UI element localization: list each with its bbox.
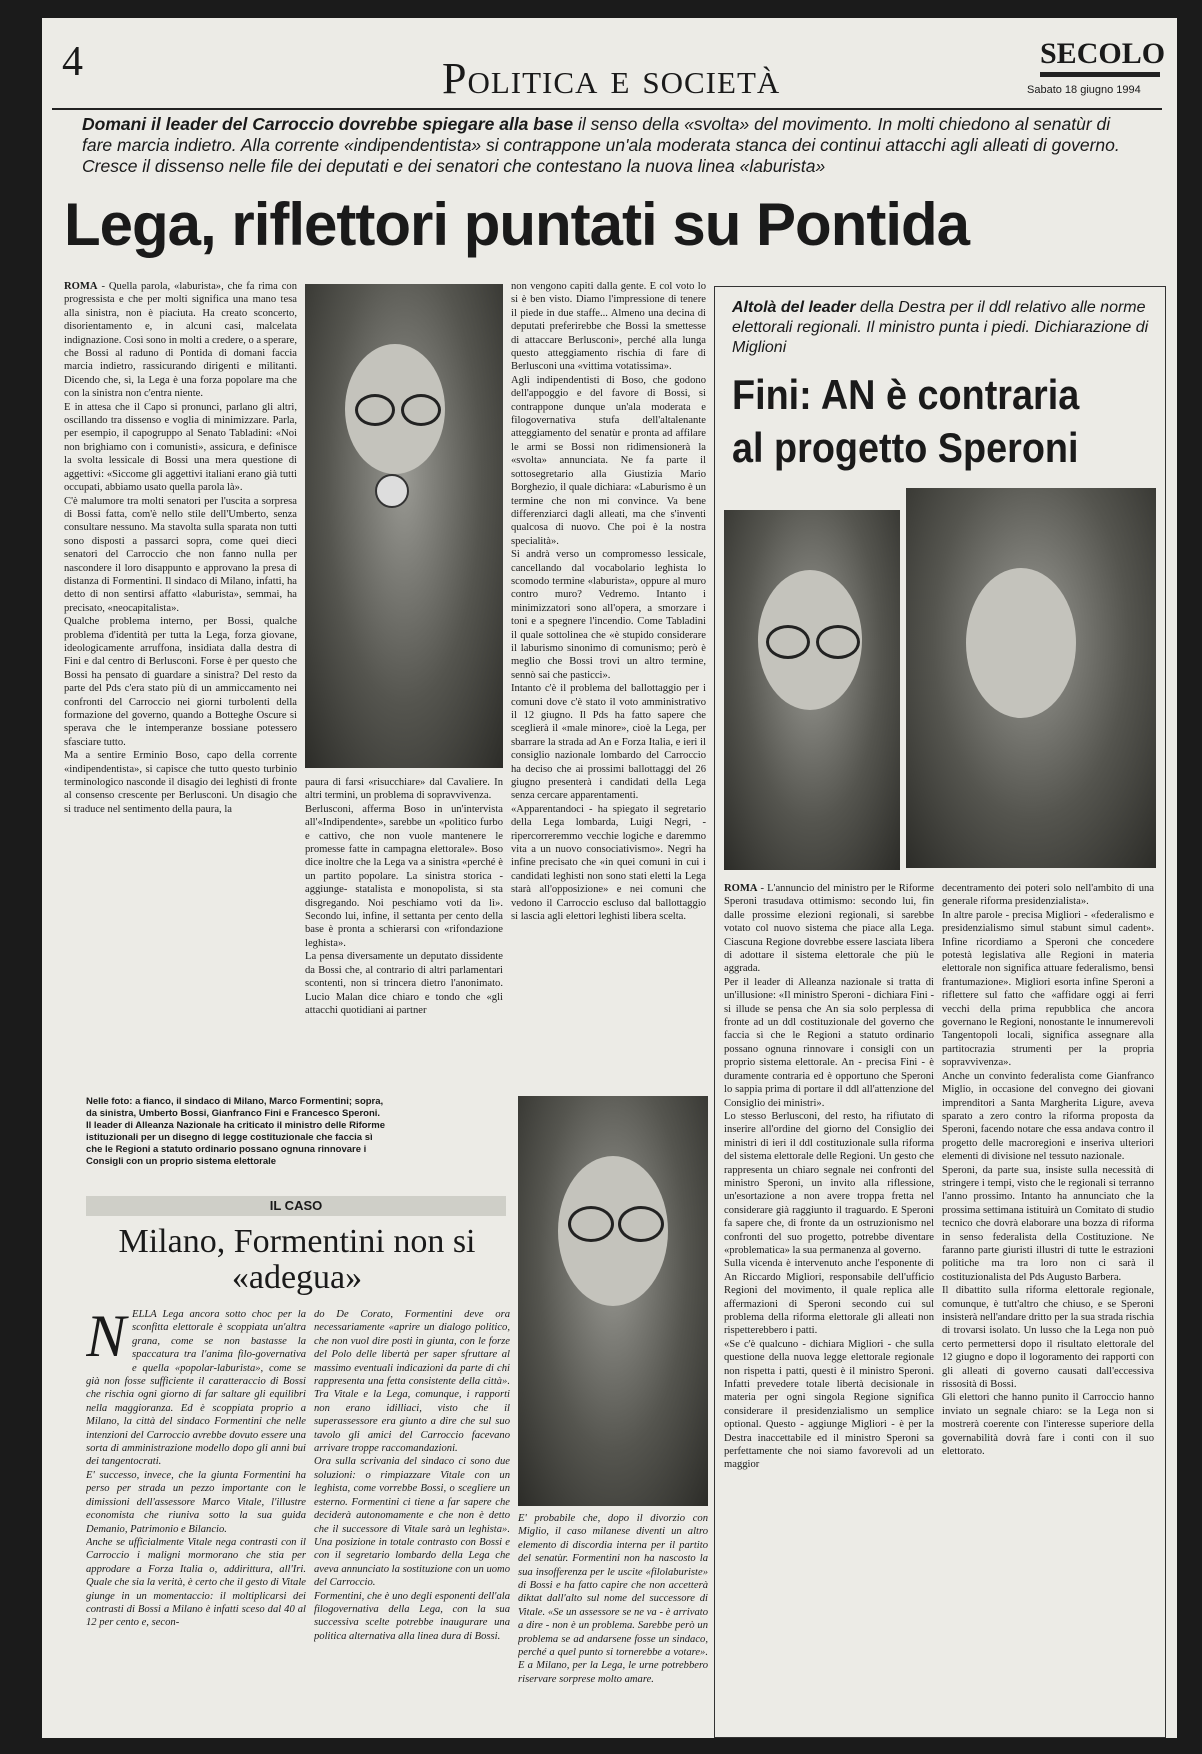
lead-headline: Lega, riflettori puntati su Pontida <box>64 191 970 258</box>
lead-kicker-bold: Domani il leader del Carroccio dovrebbe spiegare alla base <box>82 114 574 134</box>
photo-formentini <box>518 1096 708 1506</box>
fini-column-2: decentramento dei poteri solo nell'ambito di una generale riforma presidenzialista». In altre parole - precisa Migliori - «federalismo e presidenzialismo simul stabunt simul cadent». Infine ricordiamo a Speroni che concedere potestà legislativa alle Regioni in materia elettorale non significa attuare federalismo, bensì frantumazione». Migliori esorta infine Speroni a riflettere sul fatto che «affidare oggi ai ferri vecchi della prima repubblica che ancora governano le Regioni, nonostante le innumerevoli Tangentopoli locali, significa assegnare alla partitocrazia strumenti per la propria sopravvivenza». Anche un convinto federalista come Gianfranco Miglio, in occasione del convegno dei giovani imprenditori a Santa Margherita Ligure, aveva sparato a zero contro la riforma proposta da Speroni, facendo notare che essa andava contro il progetto delle macroregioni e inseriva ulteriori elementi di divisione nel tessuto nazionale. Speroni, da parte sua, insiste sulla necessità di stringere i tempi, visto che le regionali si terranno l'anno prossimo. Intanto ha annunciato che la prossima settimana istituirà un Comitato di studio tecnico che dovrà elaborare una bozza di riforma in senso federalista della Costituzione. Ne faranno parte giuristi illustri di tutte le estrazioni politiche ma tra loro non ci sarà il costituzionalista del Pds Augusto Barbera. Il dibattito sulla riforma elettorale regionale, comunque, è tutt'altro che chiuso, e se Speroni insisterà nell'andare dritto per la sua strada rischia di trovarsi isolato. Un lusso che la Lega non può certo permettersi dopo il risultato elettorale del 12 giugno e dopo il logoramento dei rapporti con gli alleati di governo causati dall'eccessiva rissosità di Bossi. Gli elettori che hanno punito il Carroccio hanno inviato un segnale chiaro: se la Lega non si mostrerà coerente con l'interesse superiore della governabilità dovrà fare i conti con il suo elettorato. <box>942 883 1154 1458</box>
page-number: 4 <box>62 39 83 85</box>
fini-kicker <box>732 298 1152 358</box>
photo-caption: Nelle foto: a fianco, il sindaco di Milano, Marco Formentini; sopra, da sinistra, Umberto Bossi, Gianfranco Fini e Francesco Speroni. Il leader di Alleanza Nazionale ha criticato il ministro delle Riforme istituzionali per un disegno di legge costituzionale che faccia sì che le Regioni a statuto ordinario possano ognuna rinnovare i Consigli con un proprio sistema elettorale <box>86 1096 385 1167</box>
bossi-glasses-left <box>355 394 395 426</box>
header-rule <box>52 108 1162 110</box>
fini-headline-1: Fini: AN è contraria <box>732 371 1080 418</box>
masthead-underline <box>1040 72 1160 77</box>
fini-column-1 <box>724 882 934 1732</box>
il-caso-label: IL CASO <box>86 1196 506 1216</box>
lead-kicker <box>82 114 1142 177</box>
bossi-glasses-right <box>401 394 441 426</box>
fini-kicker-rest: della Destra per il ddl relativo alle norme elettorali regionali. Il ministro punta i piedi. Dichiarazione di Miglioni <box>732 299 1149 356</box>
lead-dateline: ROMA <box>64 281 98 292</box>
issue-date: Sabato 18 giugno 1994 <box>1027 84 1141 96</box>
speroni-face <box>966 568 1076 718</box>
il-caso-column-2: do De Corato, Formentini deve ora necessariamente «aprire un dialogo politico, che non vuol dire posti in giunta, con le forze del Polo delle libertà per saper sfruttare al massimo eventuali indicazioni da parte di chi rappresenta una fetta consistente della città». Tra Vitale e la Lega, comunque, i rapporti non erano idilliaci, visto che il superassessore era giunto a dire che sul suo tavolo gli amici del Carroccio facevano arrivare troppe raccomandazioni. Ora sulla scrivania del sindaco ci sono due soluzioni: o rimpiazzare Vitale con un leghista, come vorrebbe Bossi, o scegliere un esterno. Formentini ci tiene a far sapere che deciderà autonomamente e che non è detto che il successore di Vitale sarà un leghista». Una posizione in totale contrasto con Bossi e con il segretario lombardo della Lega che aveva annunciato la sostituzione con un uomo del Carroccio. Formentini, che è uno degli esponenti dell'ala filogovernativa della Lega, con la sua successiva scelte potrebbe inaugurare una politica alternativa alla linea dura di Bossi. <box>314 1309 510 1642</box>
lead-column-2-bottom: paura di farsi «risucchiare» dal Cavaliere. In altri termini, un problema di sopravvivenza. Berlusconi, afferma Boso in un'intervista all'«Indipendente», sarebbe un «politico furbo e cattivo, che non vuole mantenere le promesse fatte in campagna elettorale». Boso dice inoltre che la Lega va a sinistra «perché è un partito popolare. La sinistra storica -aggiunge- statalista e monopolista, si sta disgregando. Noi peschiamo voti da lì». Secondo lui, infine, il settanta per cento della base è pronta a schierarsi con «rifondazione leghista». La pensa diversamente un deputato dissidente da Bossi che, al contrario di altri parlamentari scontenti, non si trincera dietro l'anonimato. Lucio Malan dice chiaro e tondo che «gli attacchi quotidiani ai partner <box>305 777 503 1016</box>
lead-column-1 <box>64 280 297 1088</box>
section-title: Politica e società <box>442 54 781 103</box>
il-caso-col1-text: ELLA Lega ancora sotto choc per la sconfitta elettorale è scoppiata un'altra grana, come se non bastasse la spaccatura tra l'anima filo-governativa e quella «popolar-laburista», come se già non fosse sufficiente il caratteraccio di Bossi che rischia ogni giorno di far saltare gli equilibri nella maggioranza. Ed è scoppiata proprio a Milano, la città del sindaco Formentini che nelle intenzioni del Carroccio avrebbe dovuto essere una sorta di amministrazione modello dopo gli anni bui dei tangentocrati. E' successo, invece, che la giunta Formentini ha perso per strada un pezzo importante con le dimissioni dell'assessore Marco Vitale, l'illustre economista che riuniva sotto la sua guida Demanio, Patrimonio e Bilancio. Anche se ufficialmente Vitale nega contrasti con il Carroccio i maligni mormorano che stia per approdare a Forza Italia o, addirittura, all'Iri. Quale che sia la verità, è certo che il gesto di Vitale giunge in un momentaccio: il moltiplicarsi dei contrasti di Bossi a Milano è infatti sceso dal 40 al 12 per cento e, secon- <box>86 1309 306 1629</box>
fini-glasses-left <box>766 625 810 659</box>
il-caso-drop-cap: N <box>86 1308 127 1369</box>
formentini-glasses-left <box>568 1206 614 1242</box>
newspaper-page <box>42 18 1177 1738</box>
photo-bossi <box>305 284 503 768</box>
il-caso-column-1 <box>86 1308 306 1736</box>
fini-glasses-right <box>816 625 860 659</box>
fini-headline-2: al progetto Speroni <box>732 424 1079 471</box>
lead-col1-text: - Quella parola, «laburista», che fa rima con progressista e che per molti significa una mano tesa alla sinistra, non è piaciuta. Ha creato sconcerto, disorientamento e, in alcuni casi, malcelata indignazione. Così sono in molti a credere, o a sperare, che Bossi al raduno di Pontida di domani faccia marcia indietro, rassicurando dirigenti e militanti. Dicendo che, sì, la Lega è una forza popolare ma che con la sinistra non c'entra niente. E in attesa che il Capo si pronunci, parlano gli altri, oscillando tra dissenso e voglia di minimizzare. Parla, per esempio, il capogruppo al Senato Tabladini: «Noi non brighiamo con i comunisti», assicura, e definisce la svolta lessicale di Bossi una mera questione di aggettivi: «Siccome gli aggettivi italiani erano già tutti occupati, abbiamo usato quella parola là». C'è malumore tra molti senatori per l'uscita a sorpresa di Bossi fatta, com'è nello stile dell'Umberto, senza consultare nessuno. Ma stavolta sulla sparata non tutti sono disposti a passarci sopra, come quei dieci senatori del Carroccio che non fanno nulla per nascondere il loro disappunto e approvano la presa di distanza di Formentini. Il sindaco di Milano, infatti, ha detto di non sentirsi affatto «laburista», semmai, ha precisato, «neocapitalista». Qualche problema interno, per Bossi, qualche problema d'identità per tutta la Lega, forza giovane, ideologicamente arruffona, insidiata dalla destra di Fini e dal centro di Berlusconi. Forse è per questo che Bossi ha pensato di guardare a sinistra? Del resto da parte del Pds c'era stato più di un ammiccamento nei confronti del Carroccio nei giorni turbolenti della formazione del governo, quando a Botteghe Oscure si sperava che le intemperanze bossiane potessero sfasciare tutto. Ma a sentire Erminio Boso, capo della corrente «indipendentista», si capisce che tutto questo turbinio terminologico nasconde il disagio dei leghisti di fronte al consenso crescente per Berlusconi. Un disagio che si traduce nel sentimento della paura, la <box>64 281 297 815</box>
fini-dateline: ROMA <box>724 883 758 894</box>
microphone <box>375 474 409 508</box>
lead-kicker-rest: il senso della «svolta» del movimento. In molti chiedono al senatùr di fare marcia indietro. Alla corrente «indipendentista» si contrappone un'ala moderata stanca dei continui attacchi agli alleati di governo. Cresce il dissenso nelle file dei deputati e dei senatori che contestano la nuova linea «laburista» <box>82 114 1120 176</box>
fini-kicker-bold: Altolà del leader <box>732 299 856 316</box>
lead-column-3: non vengono capiti dalla gente. E col voto lo si è ben visto. Diamo l'impressione di tenere il piede in due staffe... Almeno una decina di deputati preferirebbe che Bossi la smettesse di attaccare Berlusconi», perché alla lunga questo atteggiamento rischia di fare di Berlusconi una «vittima votatissima». Agli indipendentisti di Boso, che godono dell'appoggio e del favore di Bossi, si contrappone dunque un'ala moderata e filogovernativa stufa dell'altalenante atteggiamento del senatùr e pronta ad affilare le armi se Bossi non ridimensionerà la «svolta» annunciata. Ne fa parte il sottosegretario alla Giustizia Mario Borghezio, il quale dichiara: «Laburismo è un termine che non mi convince. Va bene differenziarci dagli alleati, ma che s'inventi qualcosa di nuovo. Che poi è la nostra specialità». Si andrà verso un compromesso lessicale, cancellando dal vocabolario leghista lo scomodo termine «laburista», oppure al muro contro muro? Vedremo. Intanto i minimizzatori sono all'opera, a smorzare i toni e a spegnere l'incendio. Come Tabladini il quale sottolinea che «è stupido considerare il laburismo sinonimo di comunismo; però è meglio che Bossi trovi un altro termine, sennò sai che pasticci». Intanto c'è il problema del ballottaggio per i comuni dove c'è stato il voto amministrativo il 12 giugno. Il Pds ha fatto sapere che sceglierà il «male minore», cioè la Lega, per sbarrare la strada ad An e Forza Italia, e ieri il consiglio nazionale lombardo del Carroccio ha deciso che ai prossimi ballottaggi del 26 giugno presenterà i candidati della Lega senza cercare apparentamenti. «Apparentandoci - ha spiegato il segretario della Lega lombarda, Luigi Negri, - ripercorreremmo vecchie logiche e daremmo vita a un nuovo consociativismo». Negri ha infine precisato che «in quei comuni in cui i candidati leghisti non sono stati eletti la Lega starà all'opposizione» e nei comuni che vedono il Carroccio escluso dal ballottaggio si lascia agli elettori leghisti libera scelta. <box>511 281 706 923</box>
masthead-logo: SECOLO <box>1040 37 1166 70</box>
photo-speroni <box>906 488 1156 868</box>
formentini-glasses-right <box>618 1206 664 1242</box>
il-caso-headline: Milano, Formentini non si «adegua» <box>118 1223 476 1296</box>
il-caso-column-3: E' probabile che, dopo il divorzio con Miglio, il caso milanese diventi un altro elemento di discordia interna per il partito del senatùr. Formentini non ha nascosto la sua insofferenza per le uscite «filolaburiste» di Bossi e ha fatto capire che non accetterà diktat dall'alto sul nome del successore di Vitale. «Se un assessore se ne va - è arrivato a dire - non è un problema. Sarebbe però un problema se ad andarsene fosse un sindaco, perché a quel punto si tornerebbe a votare». E a Milano, per la Lega, le urne potrebbero riservare sorprese molto amare. <box>518 1513 708 1685</box>
photo-fini <box>724 510 900 870</box>
fini-col1-text: - L'annuncio del ministro per le Riforme Speroni trasudava ottimismo: secondo lui, fin dalle prossime elezioni regionali, si sarebbe votato col nuovo sistema che piace alla Lega. Ciascuna Regione dovrebbe essere lasciata libera di adottare il sistema elettorale che più le aggrada. Per il leader di Alleanza nazionale si tratta di un'illusione: «Il ministro Speroni - dichiara Fini - si illude se pensa che An sia solo perplessa di fronte ad un ddl costituzionale del governo che faccia sì che le Regioni a statuto ordinario possano ognuna rinnovare i consigli con un proprio sistema elettorale. An - precisa Fini - è duramente contraria ed è opportuno che Speroni lo sappia prima di portare il ddl all'attenzione del Consiglio dei ministri». Lo stesso Berlusconi, del resto, ha rifiutato di inserire all'ordine del giorno del Consiglio dei ministri di ieri il ddl costituzionale sulla riforma del sistema elettorale delle Regioni. Un gesto che rappresenta un chiaro segnale nei confronti del ministro Speroni, un invito alla riflessione, un'esortazione a non avere troppa fretta nel considerare già raggiunto il traguardo. E Speroni fa sapere che, di fronte da un ostruzionismo nel confronti del suo progetto, potrebbe diventare «problematica» la sua permanenza al governo. Sulla vicenda è intervenuto anche l'esponente di An Riccardo Migliori, responsabile dell'ufficio Regioni del movimento, il quale replica alle affermazioni di Speroni secondo cui sul problema della riforma elettorale gli alleati non rispetterebbero i patti. «Se c'è qualcuno - dichiara Migliori - che sulla questione della nuova legge elettorale regionale non rispetta i patti, questi è il ministro Speroni. Infatti prevedere totale libertà decisionale in materia per ogni singola Regione significa considerare il presidenzialismo un semplice optional. Questo - aggiunge Migliori - è per la Destra inaccettabile ed il ministro Speroni sa perfettamente che noi siamo favorevoli ad un maggior <box>724 883 934 1471</box>
